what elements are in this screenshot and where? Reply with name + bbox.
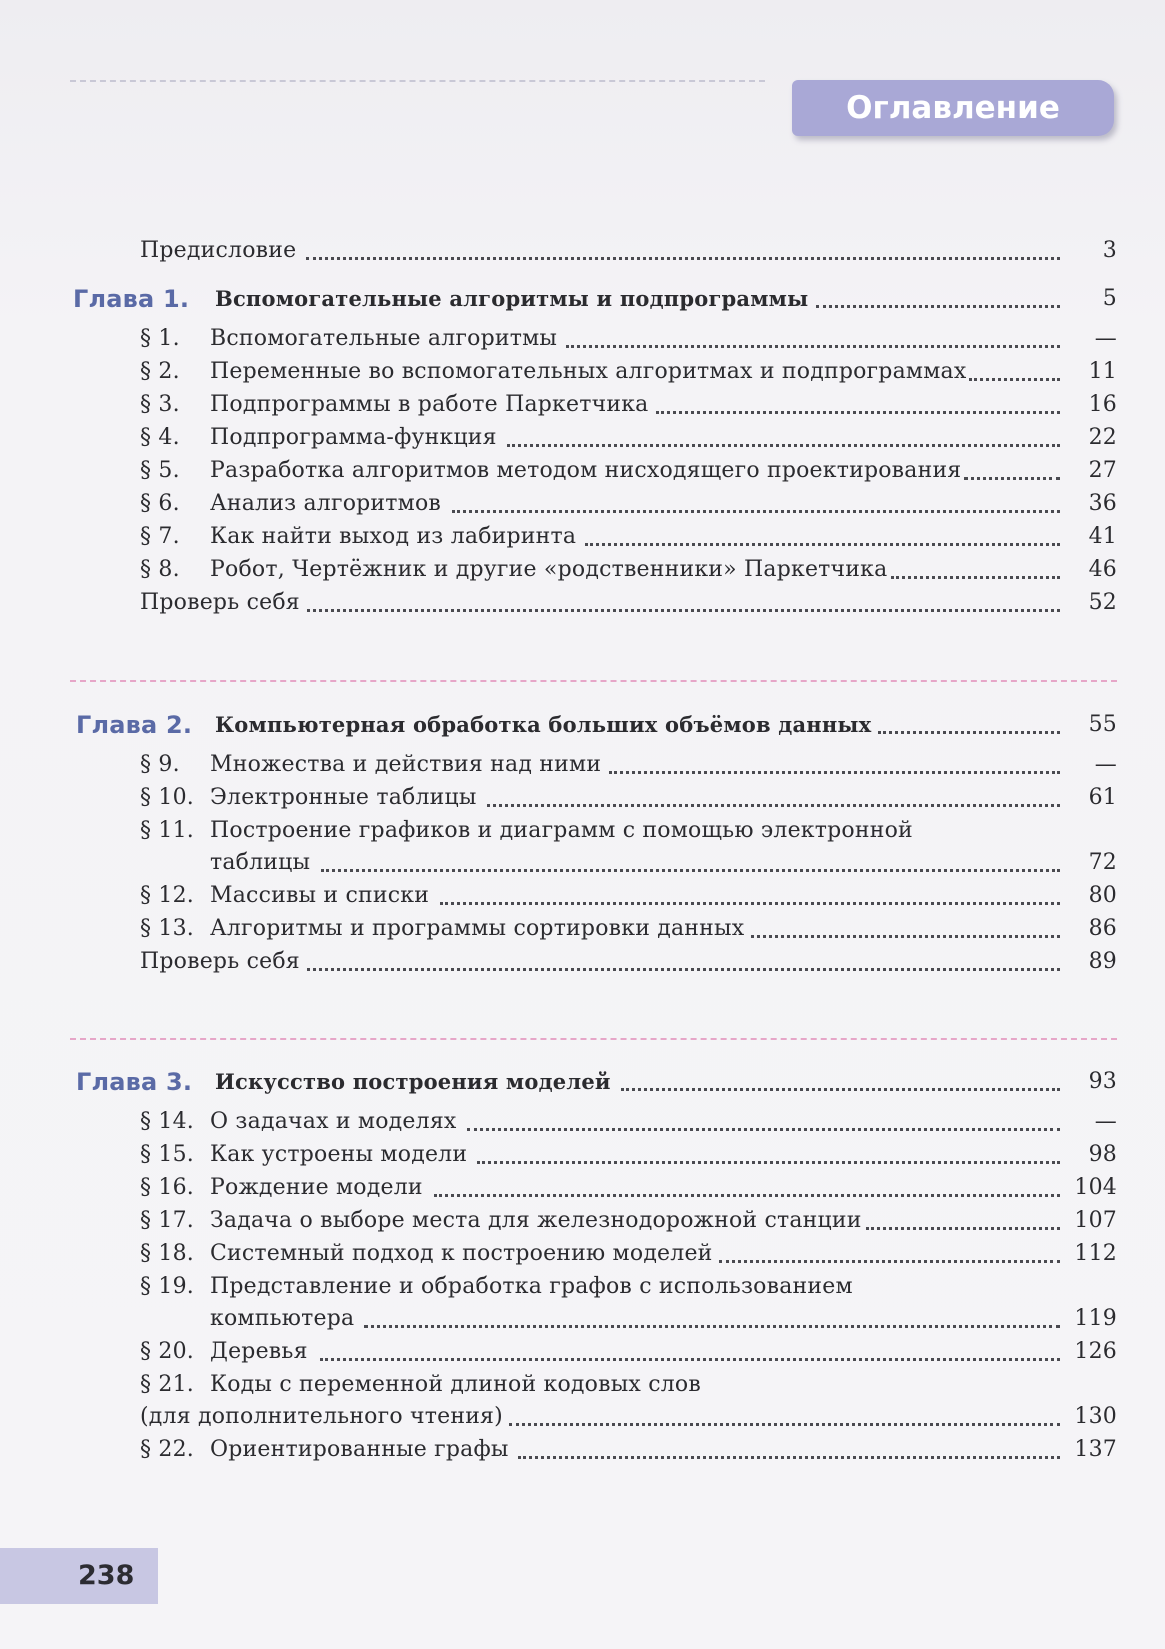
- toc-entry[interactable]: [0, 1368, 1165, 1402]
- dot-leader: [507, 444, 1060, 447]
- top-divider: [70, 80, 765, 82]
- section-number: § 7.: [140, 524, 180, 549]
- section-title: Подпрограмма-функция: [210, 425, 497, 450]
- section-number: § 12.: [140, 883, 194, 908]
- section-title: Алгоритмы и программы сортировки данных: [210, 916, 745, 941]
- section-number: § 2.: [140, 359, 180, 384]
- toc-entry[interactable]: [0, 1270, 1165, 1304]
- dot-leader: [321, 869, 1060, 872]
- dot-leader: [585, 543, 1060, 546]
- section-page: 22: [1088, 425, 1117, 450]
- section-title: Коды с переменной длиной кодовых слов: [210, 1372, 701, 1397]
- section-title: Разработка алгоритмов методом нисходящего проектирования: [210, 458, 962, 483]
- section-page: 46: [1088, 557, 1117, 582]
- toc-entry[interactable]: [0, 912, 1165, 946]
- section-title: О задачах и моделях: [210, 1109, 457, 1134]
- toc-entry[interactable]: [0, 1237, 1165, 1271]
- toc-entry[interactable]: [0, 388, 1165, 422]
- dot-leader: [467, 1128, 1060, 1131]
- dot-leader: [434, 1194, 1060, 1197]
- section-number: § 15.: [140, 1142, 194, 1167]
- dot-leader: [566, 345, 1060, 348]
- section-page: 86: [1088, 916, 1117, 941]
- toc-entry[interactable]: [0, 1171, 1165, 1205]
- section-number: § 4.: [140, 425, 180, 450]
- section-title: Подпрограммы в работе Паркетчика: [210, 392, 649, 417]
- toc-entry[interactable]: [0, 1335, 1165, 1369]
- section-number: § 20.: [140, 1339, 194, 1364]
- section-title: Ориентированные графы: [210, 1437, 509, 1462]
- dot-leader: [452, 510, 1060, 513]
- dot-leader: [891, 576, 1060, 579]
- dot-leader: [719, 1260, 1060, 1263]
- toc-entry[interactable]: [0, 1105, 1165, 1139]
- section-number: § 19.: [140, 1274, 194, 1299]
- toc-entry[interactable]: [0, 1433, 1165, 1467]
- section-page: 104: [1074, 1175, 1117, 1200]
- dot-leader: [518, 1456, 1060, 1459]
- chapter-title: Искусство построения моделей: [215, 1069, 611, 1094]
- dot-leader: [609, 771, 1060, 774]
- section-page: —: [1094, 752, 1117, 777]
- chapter-page: 93: [1088, 1069, 1117, 1094]
- section-title: Представление и обработка графов с использованием: [210, 1274, 853, 1299]
- toc-entry[interactable]: [0, 520, 1165, 554]
- review-label: Проверь себя: [140, 590, 300, 615]
- section-title: Множества и действия над ними: [210, 752, 602, 777]
- toc-entry[interactable]: [0, 748, 1165, 782]
- chapter-label: Глава 2.: [76, 711, 193, 739]
- section-title: Как устроены модели: [210, 1142, 468, 1167]
- section-title-line2: таблицы: [210, 850, 311, 875]
- toc-entry[interactable]: [0, 355, 1165, 389]
- toc-entry-review[interactable]: [0, 945, 1165, 979]
- section-page: 80: [1088, 883, 1117, 908]
- toc-chapter-3[interactable]: [0, 1065, 1165, 1099]
- review-label: Проверь себя: [140, 949, 300, 974]
- toc-entry-review[interactable]: [0, 586, 1165, 620]
- section-title: Переменные во вспомогательных алгоритмах и подпрограммах: [210, 359, 967, 384]
- section-title: Робот, Чертёжник и другие «родственники» Паркетчика: [210, 557, 888, 582]
- dot-leader: [320, 1358, 1060, 1361]
- page-number-tab: [0, 1548, 158, 1604]
- section-number: § 9.: [140, 752, 180, 777]
- dot-leader: [509, 1423, 1060, 1426]
- toc-entry[interactable]: [0, 322, 1165, 356]
- section-number: § 21.: [140, 1372, 194, 1397]
- dot-leader: [751, 935, 1060, 938]
- dot-leader: [816, 305, 1060, 308]
- dot-leader: [656, 411, 1060, 414]
- chapter-label: Глава 3.: [76, 1068, 193, 1096]
- section-page: —: [1094, 326, 1117, 351]
- section-title: Электронные таблицы: [210, 785, 477, 810]
- dot-leader: [307, 968, 1060, 971]
- section-page: 27: [1088, 458, 1117, 483]
- section-title: Анализ алгоритмов: [210, 491, 441, 516]
- section-title: Вспомогательные алгоритмы: [210, 326, 558, 351]
- toc-entry[interactable]: [0, 487, 1165, 521]
- toc-chapter-1[interactable]: [0, 282, 1165, 316]
- toc-entry-continued[interactable]: [0, 1302, 1165, 1336]
- section-page: 98: [1088, 1142, 1117, 1167]
- dot-leader: [306, 257, 1060, 260]
- section-title-line2: (для дополнительного чтения): [140, 1404, 503, 1429]
- section-title: Массивы и списки: [210, 883, 430, 908]
- chapter-title: Вспомогательные алгоритмы и подпрограммы: [215, 286, 809, 311]
- toc-entry-preface[interactable]: [0, 234, 1165, 268]
- section-page: 119: [1074, 1306, 1117, 1331]
- section-page: 36: [1088, 491, 1117, 516]
- review-page: 52: [1088, 590, 1117, 615]
- page-title: Оглавление: [792, 80, 1114, 136]
- section-number: § 13.: [140, 916, 194, 941]
- chapter-page: 55: [1088, 712, 1117, 737]
- section-title: Построение графиков и диаграмм с помощью электронной: [210, 818, 913, 843]
- toc-entry[interactable]: [0, 1204, 1165, 1238]
- section-page: 61: [1088, 785, 1117, 810]
- entry-page: 3: [1102, 238, 1117, 263]
- section-number: § 10.: [140, 785, 194, 810]
- dot-leader: [878, 731, 1060, 734]
- dot-leader: [621, 1088, 1060, 1091]
- toc-entry-continued[interactable]: [0, 846, 1165, 880]
- toc-entry[interactable]: [0, 454, 1165, 488]
- section-title: Как найти выход из лабиринта: [210, 524, 577, 549]
- toc-entry[interactable]: [0, 814, 1165, 848]
- toc-entry[interactable]: [0, 553, 1165, 587]
- chapter-divider: [70, 680, 1117, 682]
- entry-title: Предисловие: [140, 238, 297, 263]
- section-number: § 11.: [140, 818, 194, 843]
- section-page: 11: [1088, 359, 1117, 384]
- chapter-page: 5: [1102, 286, 1117, 311]
- section-page: 16: [1088, 392, 1117, 417]
- toc-entry[interactable]: [0, 1138, 1165, 1172]
- section-number: § 8.: [140, 557, 180, 582]
- chapter-title: Компьютерная обработка больших объёмов данных: [215, 712, 872, 737]
- section-number: § 5.: [140, 458, 180, 483]
- section-page: 107: [1074, 1208, 1117, 1233]
- section-page: 130: [1074, 1404, 1117, 1429]
- chapter-label: Глава 1.: [73, 285, 190, 313]
- section-number: § 3.: [140, 392, 180, 417]
- section-number: § 1.: [140, 326, 180, 351]
- dot-leader: [964, 477, 1060, 480]
- section-page: 137: [1074, 1437, 1117, 1462]
- dot-leader: [477, 1161, 1060, 1164]
- dot-leader: [364, 1325, 1060, 1328]
- section-page: 72: [1088, 850, 1117, 875]
- dot-leader: [487, 804, 1060, 807]
- section-title: Задача о выборе места для железнодорожной станции: [210, 1208, 862, 1233]
- section-number: § 6.: [140, 491, 180, 516]
- dot-leader: [969, 378, 1060, 381]
- section-number: § 16.: [140, 1175, 194, 1200]
- review-page: 89: [1088, 949, 1117, 974]
- section-number: § 17.: [140, 1208, 194, 1233]
- chapter-divider: [70, 1038, 1117, 1040]
- toc-entry[interactable]: [0, 879, 1165, 913]
- section-page: 126: [1074, 1339, 1117, 1364]
- section-number: § 14.: [140, 1109, 194, 1134]
- toc-entry[interactable]: [0, 421, 1165, 455]
- section-title: Системный подход к построению моделей: [210, 1241, 713, 1266]
- toc-entry[interactable]: [0, 781, 1165, 815]
- page-number: 238: [78, 1560, 135, 1591]
- section-page: —: [1094, 1109, 1117, 1134]
- toc-entry-continued[interactable]: [0, 1400, 1165, 1434]
- section-title-line2: компьютера: [210, 1306, 355, 1331]
- section-page: 41: [1088, 524, 1117, 549]
- dot-leader: [307, 609, 1060, 612]
- section-title: Рождение модели: [210, 1175, 423, 1200]
- dot-leader: [440, 902, 1060, 905]
- toc-chapter-2[interactable]: [0, 708, 1165, 742]
- section-number: § 22.: [140, 1437, 194, 1462]
- section-number: § 18.: [140, 1241, 194, 1266]
- section-title: Деревья: [210, 1339, 308, 1364]
- dot-leader: [866, 1227, 1060, 1230]
- section-page: 112: [1074, 1241, 1117, 1266]
